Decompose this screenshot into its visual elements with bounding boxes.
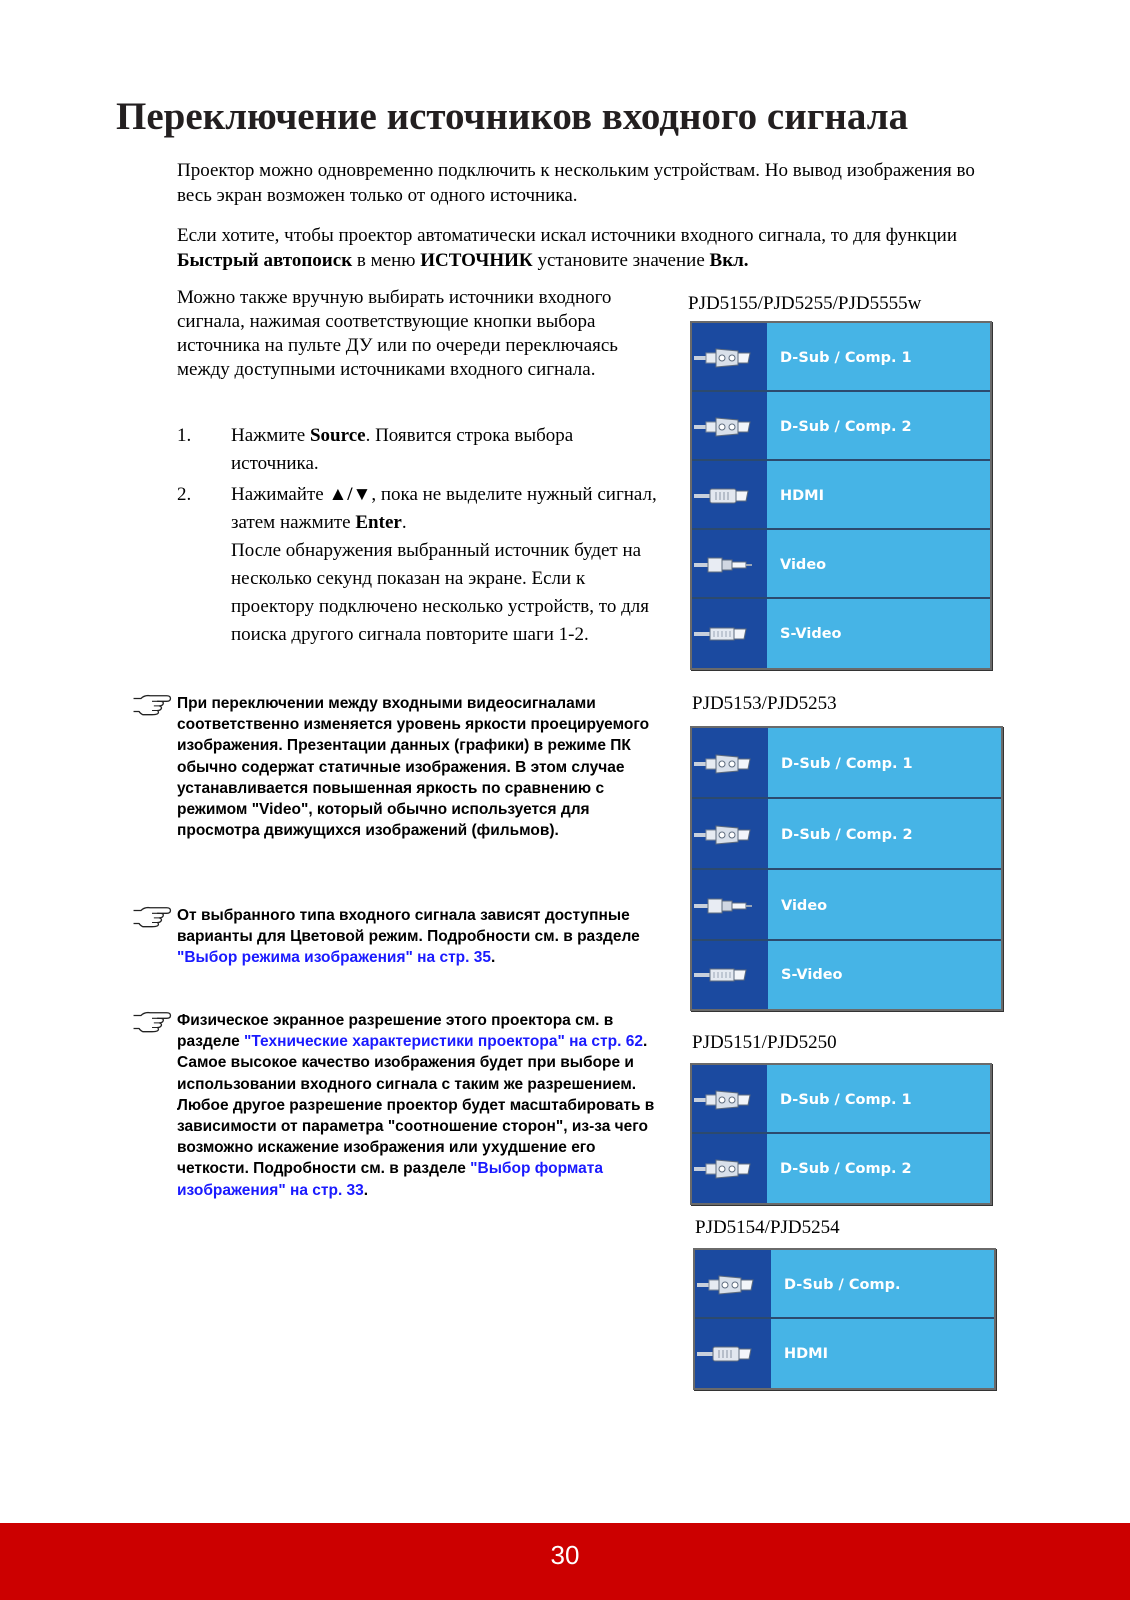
source-panel — [690, 321, 992, 670]
auto-search-paragraph: Если хотите, чтобы проектор автоматически искал источники входного сигнала, то для функции Быстрый автопоиск в меню ИСТОЧНИК установите значение Вкл. — [177, 225, 957, 271]
rca-connector-icon — [692, 549, 766, 581]
intro-paragraph: Проектор можно одновременно подключить к нескольким устройствам. Но вывод изображения во весь экран возможен только от одного источника. — [177, 160, 975, 206]
vga-connector-icon — [692, 819, 766, 851]
hdmi-connector-icon — [695, 1338, 769, 1370]
source-item[interactable]: S-Video — [692, 599, 990, 668]
model-label: PJD5154/PJD5254 — [695, 1217, 840, 1238]
link-aspect-ratio[interactable]: "Выбор формата изображения" на стр. 33 — [177, 1160, 603, 1199]
pointing-hand-icon — [130, 693, 174, 717]
source-item[interactable]: S-Video — [692, 941, 1001, 1009]
model-label: PJD5155/PJD5255/PJD5555w — [688, 293, 922, 314]
vga-connector-icon — [692, 411, 766, 443]
vga-connector-icon — [692, 1153, 766, 1185]
source-item[interactable]: D-Sub / Comp. 2 — [692, 1134, 990, 1203]
svideo-connector-icon — [692, 959, 766, 991]
step-item: 1. Нажмите Source. Появится строка выбора источника. — [177, 425, 574, 474]
note-resolution: Физическое экранное разрешение этого проектора см. в разделе "Технические характеристики проектора" на стр. 62. Самое высокое качество изображения будет при выборе и использовании входного сигнала с таким же разрешением. Любое другое разрешение проектор будет масштабировать в зависимости от параметра "соотношение сторон", из-за чего возможно искажение изображения или ухудшение его четкости. Подробности см. в разделе "Выбор формата изображения" на стр. 33. — [130, 1010, 658, 1201]
pointing-hand-icon — [130, 1010, 174, 1034]
page-title: Переключение источников входного сигнала — [116, 95, 909, 138]
page-number: 30 — [550, 1540, 580, 1570]
vga-connector-icon — [695, 1269, 769, 1301]
source-item[interactable]: Video — [692, 870, 1001, 941]
source-item[interactable]: D-Sub / Comp. 1 — [692, 1065, 990, 1134]
pointing-hand-icon — [130, 905, 174, 929]
source-item[interactable]: HDMI — [695, 1319, 994, 1388]
hdmi-connector-icon — [692, 480, 766, 512]
vga-connector-icon — [692, 1084, 766, 1116]
link-picture-mode[interactable]: "Выбор режима изображения" на стр. 35 — [177, 949, 491, 967]
source-item[interactable]: D-Sub / Comp. — [695, 1250, 994, 1319]
source-item[interactable]: D-Sub / Comp. 1 — [692, 323, 990, 392]
note-brightness: При переключении между входными видеосигналами соответственно изменяется уровень яркости проецируемого изображения. Презентации данных (графики) в режиме ПК обычно содержат статичные изображения. В этом случае устанавливается повышенная яркость по сравнению с режимом "Video", который обычно используется для просмотра движущихся изображений (фильмов). — [130, 693, 658, 841]
manual-select-paragraph: Можно также вручную выбирать источники входного сигнала, нажимая соответствующие кнопки выбора источника на пульте ДУ или по очереди переключаясь между доступными источниками входного сигнала. — [177, 287, 618, 380]
vga-connector-icon — [692, 748, 766, 780]
source-panel — [690, 1063, 992, 1205]
source-panel — [693, 1248, 996, 1390]
link-specifications[interactable]: "Технические характеристики проектора" на стр. 62 — [244, 1033, 643, 1051]
svideo-connector-icon — [692, 618, 766, 650]
source-panel — [690, 726, 1003, 1011]
source-item[interactable]: D-Sub / Comp. 2 — [692, 799, 1001, 870]
source-item[interactable]: D-Sub / Comp. 2 — [692, 392, 990, 461]
source-item[interactable]: D-Sub / Comp. 1 — [692, 728, 1001, 799]
source-item[interactable]: Video — [692, 530, 990, 599]
source-item[interactable]: HDMI — [692, 461, 990, 530]
vga-connector-icon — [692, 342, 766, 374]
model-label: PJD5153/PJD5253 — [692, 693, 837, 714]
note-color-mode: От выбранного типа входного сигнала зависят доступные варианты для Цветовой режим. Подробности см. в разделе "Выбор режима изображения" на стр. 35. — [130, 905, 658, 969]
step-item: 2. Нажимайте ▲/▼, пока не выделите нужный сигнал, затем нажмите Enter. После обнаружения выбранный источник будет на несколько секунд показан на экране. Если к проектору подключено несколько устройств, то для поиска другого сигнала повторите шаги 1-2. — [177, 484, 657, 645]
page-footer — [0, 1523, 1130, 1600]
model-label: PJD5151/PJD5250 — [692, 1032, 837, 1053]
steps-list — [177, 422, 657, 652]
rca-connector-icon — [692, 890, 766, 922]
